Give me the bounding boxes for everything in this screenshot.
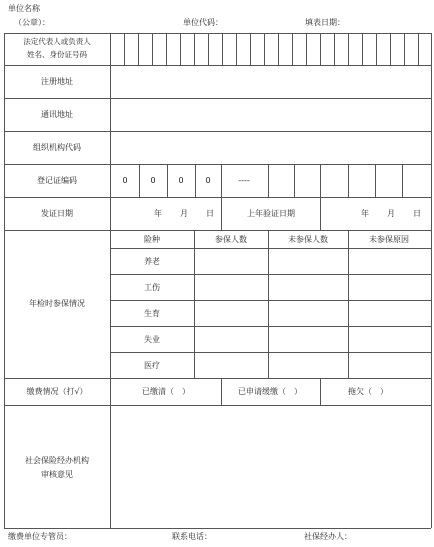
- col-header-insurance-type: 险种: [144, 235, 160, 244]
- last-day: 日: [413, 209, 421, 218]
- fee-status-label: 缴费情况（打√）: [26, 387, 88, 396]
- manager-label: 缴费单位专管员：: [8, 532, 72, 541]
- fee-paid-option: 已缴清（ ）: [142, 387, 190, 396]
- fee-deferred-option: 已申请缓缴（ ）: [238, 387, 302, 396]
- reg-cert-digit-4: 0: [205, 176, 211, 185]
- reg-cert-dash: ----: [238, 176, 250, 185]
- issue-date-label: 发证日期: [41, 209, 73, 218]
- legal-rep-label-line1: 法定代表人或负责人: [23, 37, 91, 46]
- org-code-label: 组织机构代码: [33, 143, 81, 152]
- reg-cert-digit-2: 0: [150, 176, 156, 185]
- reg-cert-label: 登记证编码: [37, 176, 77, 185]
- fee-arrears-option: 拖欠（ ）: [348, 387, 388, 396]
- insurance-type-maternity: 生育: [144, 309, 160, 318]
- last-inspect-label: 上年验证日期: [247, 209, 295, 218]
- unit-code-label: 单位代码：: [183, 18, 223, 27]
- issue-month: 月: [180, 209, 188, 218]
- review-label-line1: 社会保险经办机构: [25, 456, 89, 465]
- reg-cert-digit-1: 0: [122, 176, 128, 185]
- reg-address-label: 注册地址: [41, 77, 73, 86]
- annual-status-label: 年检时参保情况: [29, 299, 85, 308]
- col-header-insured-count: 参保人数: [215, 235, 247, 244]
- issue-day: 日: [206, 209, 214, 218]
- col-header-uninsured-count: 未参保人数: [288, 235, 328, 244]
- phone-label: 联系电话：: [172, 532, 212, 541]
- last-year: 年: [361, 209, 369, 218]
- unit-name-label: 单位名称: [8, 4, 40, 13]
- seal-label: （公章）：: [14, 18, 50, 27]
- insurance-type-unemployment: 失业: [144, 335, 160, 344]
- fill-date-label: 填表日期：: [305, 18, 345, 27]
- legal-rep-label-line2: 姓名、身份证号码: [27, 50, 87, 59]
- mail-address-label: 通讯地址: [41, 110, 73, 119]
- insurance-type-medical: 医疗: [144, 361, 160, 370]
- handler-label: 社保经办人：: [304, 532, 352, 541]
- insurance-type-pension: 养老: [144, 257, 160, 266]
- review-label-line2: 审核意见: [41, 470, 73, 479]
- col-header-uninsured-reason: 未参保原因: [369, 235, 409, 244]
- reg-cert-digit-3: 0: [178, 176, 184, 185]
- insurance-type-injury: 工伤: [144, 283, 160, 292]
- issue-year: 年: [154, 209, 162, 218]
- last-month: 月: [387, 209, 395, 218]
